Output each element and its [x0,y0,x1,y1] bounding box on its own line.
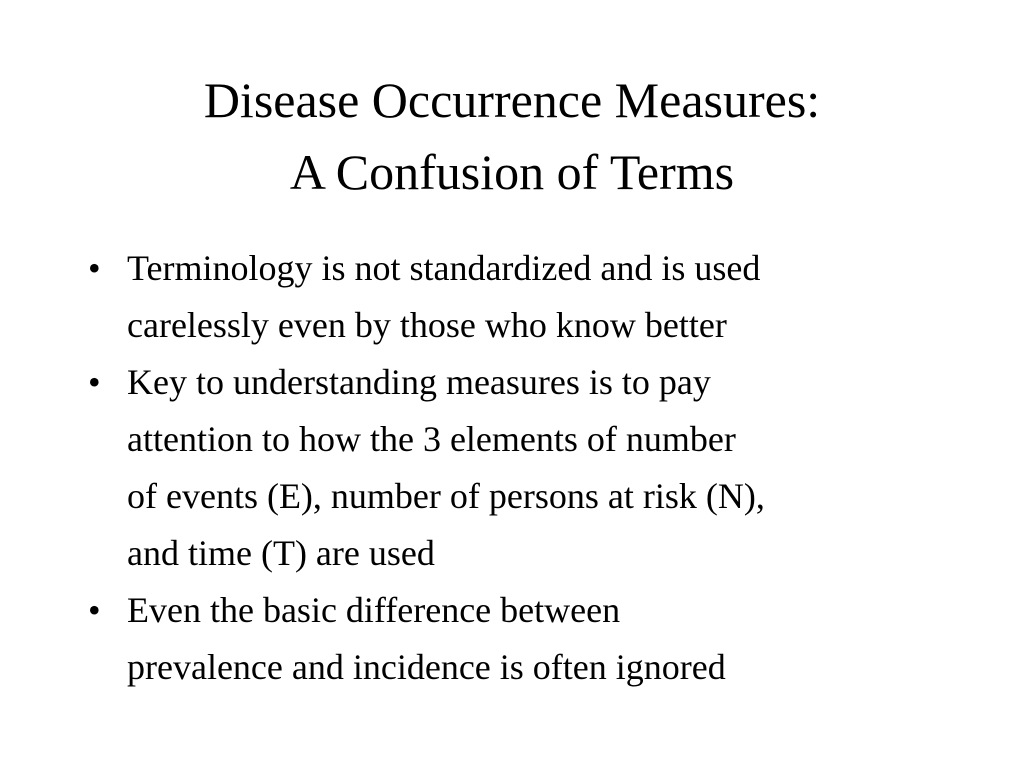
bullet-dot-icon: • [88,248,101,288]
bullet-text-line: carelessly even by those who know better [127,305,727,345]
bullet-text-line: prevalence and incidence is often ignored [127,647,726,687]
bullet-dot-icon: • [88,590,101,630]
bullet-text-line: attention to how the 3 elements of number [127,419,736,459]
bullet-text-line: Even the basic difference between [127,590,621,630]
bullet-dot-icon: • [88,362,101,402]
bullet-text-line: Terminology is not standardized and is used [127,248,761,288]
bullet-item [88,582,968,696]
bullet-item [88,354,968,582]
bullet-text-line: and time (T) are used [127,533,435,573]
bullet-text-line: Key to understanding measures is to pay [127,362,711,402]
slide-title [0,64,1024,208]
slide-title-line: A Confusion of Terms [289,144,735,200]
slide-title-line: Disease Occurrence Measures: [203,72,821,128]
bullet-list [88,240,968,696]
bullet-item [88,240,968,354]
bullet-text-line: of events (E), number of persons at risk (N), [127,476,765,516]
